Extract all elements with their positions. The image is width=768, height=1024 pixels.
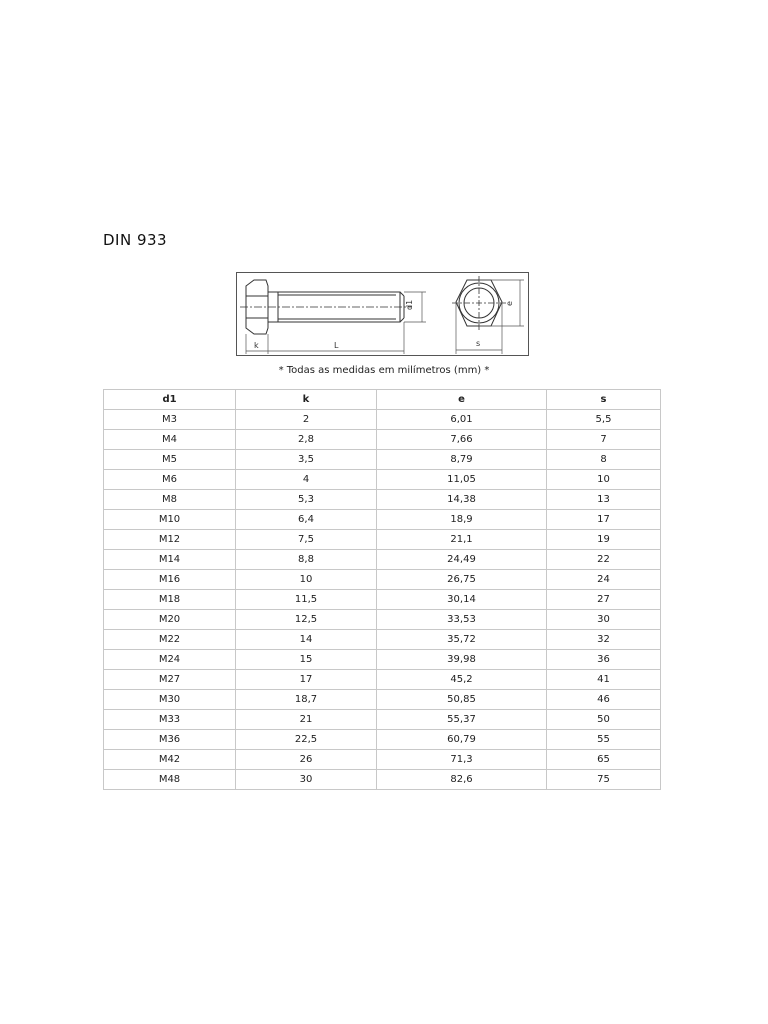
table-row xyxy=(104,630,661,650)
table-row xyxy=(104,570,661,590)
cell-d1: M18 xyxy=(104,590,236,610)
cell-d1: M30 xyxy=(104,690,236,710)
cell-e: 82,6 xyxy=(377,770,547,790)
cell-k: 8,8 xyxy=(236,550,377,570)
cell-s: 50 xyxy=(547,710,661,730)
table-row xyxy=(104,550,661,570)
cell-k: 14 xyxy=(236,630,377,650)
table-row xyxy=(104,410,661,430)
cell-e: 35,72 xyxy=(377,630,547,650)
cell-s: 5,5 xyxy=(547,410,661,430)
cell-d1: M33 xyxy=(104,710,236,730)
table-row xyxy=(104,610,661,630)
table-row xyxy=(104,430,661,450)
cell-k: 30 xyxy=(236,770,377,790)
cell-s: 7 xyxy=(547,430,661,450)
cell-s: 8 xyxy=(547,450,661,470)
cell-k: 4 xyxy=(236,470,377,490)
table-row xyxy=(104,490,661,510)
table-header-row xyxy=(104,390,661,410)
cell-s: 24 xyxy=(547,570,661,590)
cell-e: 7,66 xyxy=(377,430,547,450)
cell-e: 14,38 xyxy=(377,490,547,510)
cell-s: 19 xyxy=(547,530,661,550)
cell-k: 7,5 xyxy=(236,530,377,550)
cell-k: 17 xyxy=(236,670,377,690)
cell-e: 39,98 xyxy=(377,650,547,670)
cell-k: 18,7 xyxy=(236,690,377,710)
cell-e: 60,79 xyxy=(377,730,547,750)
table-row xyxy=(104,710,661,730)
cell-s: 10 xyxy=(547,470,661,490)
table-row xyxy=(104,590,661,610)
cell-e: 26,75 xyxy=(377,570,547,590)
cell-d1: M3 xyxy=(104,410,236,430)
cell-k: 10 xyxy=(236,570,377,590)
cell-d1: M27 xyxy=(104,670,236,690)
cell-s: 32 xyxy=(547,630,661,650)
cell-k: 6,4 xyxy=(236,510,377,530)
l-label: L xyxy=(334,341,339,350)
cell-s: 36 xyxy=(547,650,661,670)
column-header-d1: d1 xyxy=(104,390,236,410)
cell-k: 15 xyxy=(236,650,377,670)
cell-k: 11,5 xyxy=(236,590,377,610)
cell-e: 71,3 xyxy=(377,750,547,770)
table-row xyxy=(104,670,661,690)
cell-s: 75 xyxy=(547,770,661,790)
cell-d1: M48 xyxy=(104,770,236,790)
cell-d1: M16 xyxy=(104,570,236,590)
column-header-e: e xyxy=(377,390,547,410)
table-body xyxy=(104,410,661,790)
table-row xyxy=(104,450,661,470)
cell-k: 21 xyxy=(236,710,377,730)
cell-d1: M14 xyxy=(104,550,236,570)
cell-k: 3,5 xyxy=(236,450,377,470)
table-row xyxy=(104,750,661,770)
table-row xyxy=(104,510,661,530)
cell-d1: M4 xyxy=(104,430,236,450)
cell-e: 55,37 xyxy=(377,710,547,730)
cell-e: 24,49 xyxy=(377,550,547,570)
e-label: e xyxy=(505,301,514,306)
cell-e: 33,53 xyxy=(377,610,547,630)
cell-d1: M36 xyxy=(104,730,236,750)
cell-s: 30 xyxy=(547,610,661,630)
table-row xyxy=(104,470,661,490)
cell-k: 5,3 xyxy=(236,490,377,510)
dimensions-table xyxy=(103,389,661,790)
cell-d1: M22 xyxy=(104,630,236,650)
cell-d1: M24 xyxy=(104,650,236,670)
table-row xyxy=(104,690,661,710)
page-title: DIN 933 xyxy=(103,231,168,249)
cell-d1: M10 xyxy=(104,510,236,530)
cell-s: 41 xyxy=(547,670,661,690)
bolt-drawing xyxy=(236,272,529,356)
cell-d1: M20 xyxy=(104,610,236,630)
cell-d1: M8 xyxy=(104,490,236,510)
units-note: * Todas as medidas em milímetros (mm) * xyxy=(278,365,490,376)
cell-k: 26 xyxy=(236,750,377,770)
cell-e: 45,2 xyxy=(377,670,547,690)
cell-d1: M5 xyxy=(104,450,236,470)
cell-s: 65 xyxy=(547,750,661,770)
cell-e: 30,14 xyxy=(377,590,547,610)
cell-d1: M42 xyxy=(104,750,236,770)
cell-e: 50,85 xyxy=(377,690,547,710)
column-header-k: k xyxy=(236,390,377,410)
cell-s: 55 xyxy=(547,730,661,750)
table-row xyxy=(104,530,661,550)
s-label: s xyxy=(476,339,481,348)
cell-e: 8,79 xyxy=(377,450,547,470)
cell-s: 17 xyxy=(547,510,661,530)
cell-s: 46 xyxy=(547,690,661,710)
cell-e: 6,01 xyxy=(377,410,547,430)
d1-label: d1 xyxy=(405,299,414,310)
cell-k: 12,5 xyxy=(236,610,377,630)
cell-d1: M12 xyxy=(104,530,236,550)
drawing-frame xyxy=(237,273,529,356)
cell-k: 22,5 xyxy=(236,730,377,750)
cell-s: 27 xyxy=(547,590,661,610)
cell-d1: M6 xyxy=(104,470,236,490)
k-label: k xyxy=(254,341,259,350)
table-row xyxy=(104,730,661,750)
cell-e: 11,05 xyxy=(377,470,547,490)
cell-s: 22 xyxy=(547,550,661,570)
cell-e: 18,9 xyxy=(377,510,547,530)
table-row xyxy=(104,770,661,790)
cell-e: 21,1 xyxy=(377,530,547,550)
cell-s: 13 xyxy=(547,490,661,510)
table-row xyxy=(104,650,661,670)
cell-k: 2 xyxy=(236,410,377,430)
cell-k: 2,8 xyxy=(236,430,377,450)
column-header-s: s xyxy=(547,390,661,410)
